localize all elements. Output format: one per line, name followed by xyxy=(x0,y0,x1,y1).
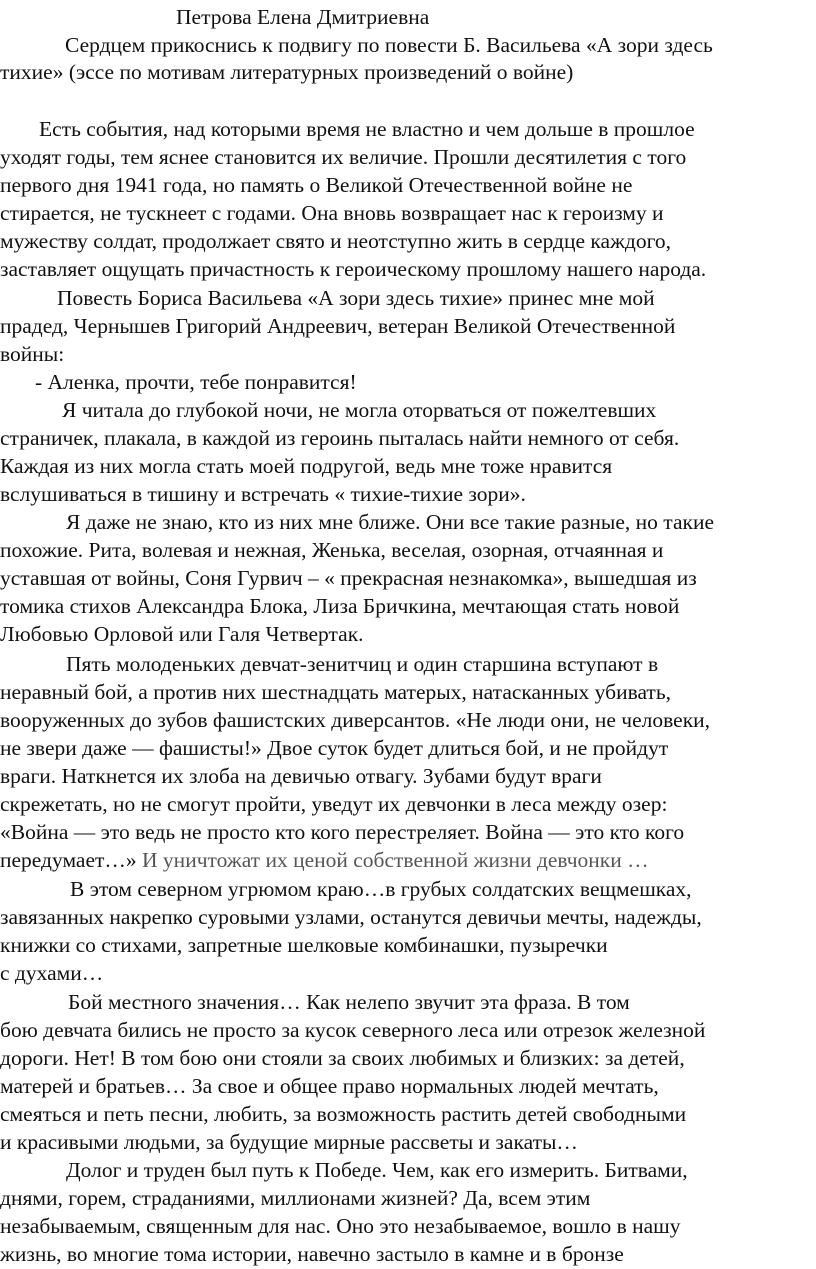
quote-ending: передумает…» xyxy=(0,848,137,872)
paragraph-line: Есть события, над которыми время не властно и чем дольше в прошлое xyxy=(39,117,695,141)
gray-sentence: И уничтожат их ценой собственной жизни девчонки … xyxy=(136,848,649,872)
paragraph-line: мужеству солдат, продолжает свято и неотступно жить в сердце каждого, xyxy=(0,229,672,253)
dialogue-line: - Аленка, прочти, тебе понравится! xyxy=(35,370,357,394)
paragraph-line: заставляет ощущать причастность к героическому прошлому нашего народа. xyxy=(0,257,707,281)
paragraph-line: страничек, плакала, в каждой из героинь пыталась найти немного от себя. xyxy=(0,426,680,450)
paragraph-line: уставшая от войны, Соня Гурвич – « прекрасная незнакомка», вышедшая из xyxy=(0,566,697,590)
paragraph-line: враги. Наткнется их злоба на девичью отвагу. Зубами будут враги xyxy=(0,764,602,788)
paragraph-line: книжки со стихами, запретные шелковые комбинашки, пузыречки xyxy=(0,933,608,957)
paragraph-line: уходят годы, тем яснее становится их величие. Прошли десятилетия с того xyxy=(0,145,687,169)
paragraph-line: Каждая из них могла стать моей подругой, ведь мне тоже нравится xyxy=(0,454,613,478)
paragraph-line: не звери даже — фашисты!» Двое суток будет длиться бой, и не пройдут xyxy=(0,736,669,760)
paragraph-line: дороги. Нет! В том бою они стояли за своих любимых и близких: за детей, xyxy=(0,1046,685,1070)
paragraph-line: Повесть Бориса Васильева «А зори здесь тихие» принес мне мой xyxy=(57,286,655,310)
paragraph-line: Любовью Орловой или Галя Четвертак. xyxy=(0,622,364,646)
paragraph-line: и красивыми людьми, за будущие мирные рассветы и закаты… xyxy=(0,1130,578,1154)
paragraph-line: с духами… xyxy=(0,961,104,985)
paragraph-line: войны: xyxy=(0,342,65,366)
paragraph-line: прадед, Чернышев Григорий Андреевич, ветеран Великой Отечественной xyxy=(0,314,676,338)
paragraph-line: вооруженных до зубов фашистских диверсантов. «Не люди они, не человеки, xyxy=(0,708,711,732)
paragraph-line: жизнь, во многие тома истории, навечно застыло в камне и в бронзе xyxy=(0,1242,624,1266)
paragraph-line: томика стихов Александра Блока, Лиза Бричкина, мечтающая стать новой xyxy=(0,594,680,618)
paragraph-line: Я читала до глубокой ночи, не могла оторваться от пожелтевших xyxy=(62,398,657,422)
essay-title-line: Сердцем прикоснись к подвигу по повести Б. Васильева «А зори здесь xyxy=(65,33,713,57)
paragraph-line: незабываемым, священным для нас. Оно это незабываемое, вошло в нашу xyxy=(0,1214,681,1238)
paragraph-line: стирается, не тускнеет с годами. Она вновь возвращает нас к героизму и xyxy=(0,201,664,225)
paragraph-line: матерей и братьев… За свое и общее право нормальных людей мечтать, xyxy=(0,1074,659,1098)
paragraph-line: «Война — это ведь не просто кто кого перестреляет. Война — это кто кого xyxy=(0,820,685,844)
paragraph-line: вслушиваться в тишину и встречать « тихие-тихие зори». xyxy=(0,482,526,506)
essay-title-line: тихие» (эссе по мотивам литературных произведений о войне) xyxy=(0,60,574,84)
paragraph-line: неравный бой, а против них шестнадцать матерых, натасканных убивать, xyxy=(0,680,672,704)
paragraph-line xyxy=(0,846,649,874)
paragraph-line: Пять молоденьких девчат-зенитчиц и один старшина вступают в xyxy=(66,652,659,676)
paragraph-line: бою девчата бились не просто за кусок северного леса или отрезок железной xyxy=(0,1018,706,1042)
paragraph-line: Долог и труден был путь к Победе. Чем, как его измерить. Битвами, xyxy=(66,1158,688,1182)
paragraph-line: Я даже не знаю, кто из них мне ближе. Они все такие разные, но такие xyxy=(66,510,714,534)
paragraph-line: смеяться и петь песни, любить, за возможность растить детей свободными xyxy=(0,1102,687,1126)
author-name: Петрова Елена Дмитриевна xyxy=(176,5,430,29)
paragraph-line: похожие. Рита, волевая и нежная, Женька, веселая, озорная, отчаянная и xyxy=(0,538,664,562)
paragraph-line: днями, горем, страданиями, миллионами жизней? Да, всем этим xyxy=(0,1186,591,1210)
paragraph-line: Бой местного значения… Как нелепо звучит эта фраза. В том xyxy=(68,990,630,1014)
paragraph-line: скрежетать, но не смогут пройти, уведут их девчонки в леса между озер: xyxy=(0,792,668,816)
paragraph-line: первого дня 1941 года, но память о Великой Отечественной войне не xyxy=(0,173,633,197)
paragraph-line: В этом северном угрюмом краю…в грубых солдатских вещмешках, xyxy=(70,877,692,901)
paragraph-line: завязанных накрепко суровыми узлами, останутся девичьи мечты, надежды, xyxy=(0,905,702,929)
